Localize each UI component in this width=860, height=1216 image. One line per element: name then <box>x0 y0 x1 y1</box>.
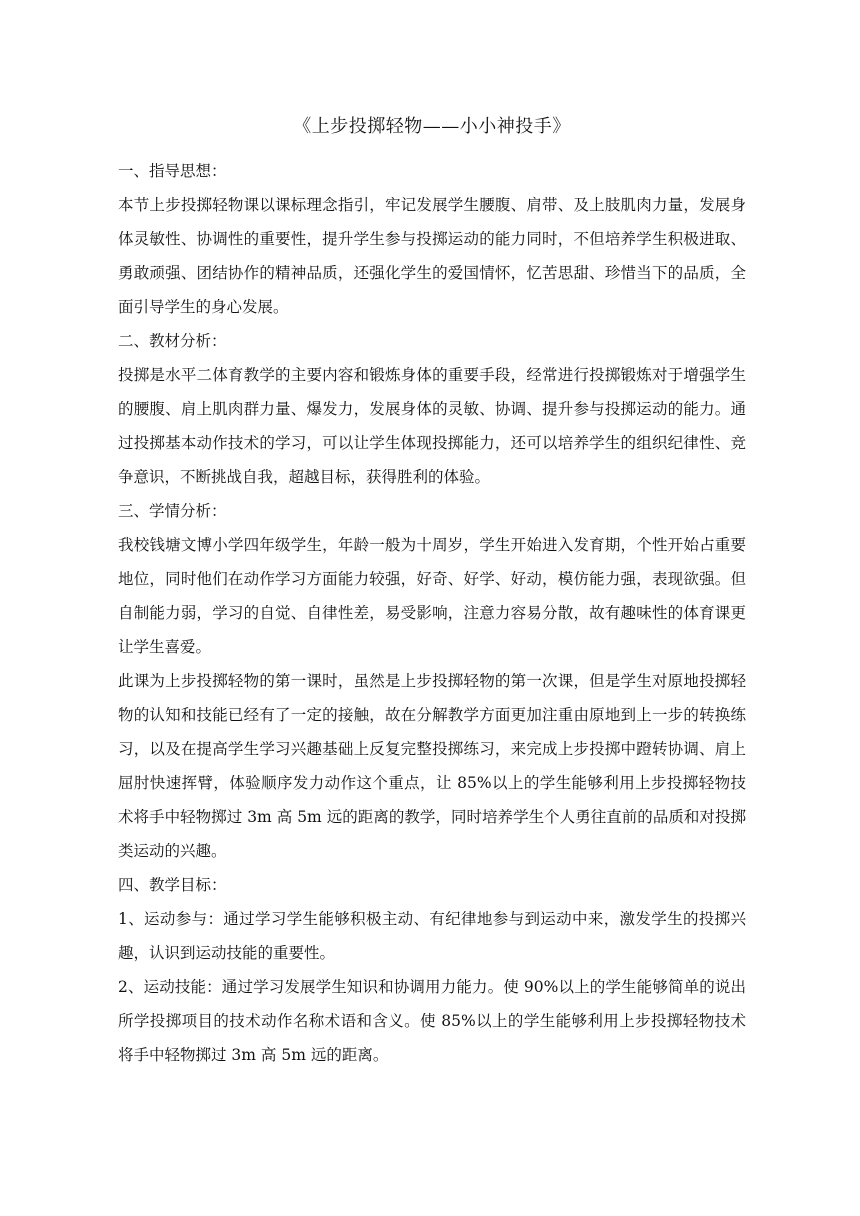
section-heading: 三、学情分析： <box>118 502 227 520</box>
section-student-analysis <box>118 494 746 868</box>
paragraph: 本节上步投掷轻物课以课标理念指引，牢记发展学生腰腹、肩带、及上肢肌肉力量，发展身体灵敏性、协调性的重要性，提升学生参与投掷运动的能力同时，不但培养学生积极进取、勇敢顽强、团结协作的精神品质，还强化学生的爱国情怀，忆苦思甜、珍惜当下的品质，全面引导学生的身心发展。 <box>118 196 746 316</box>
paragraph: 投掷是水平二体育教学的主要内容和锻炼身体的重要手段，经常进行投掷锻炼对于增强学生的腰腹、肩上肌肉群力量、爆发力，发展身体的灵敏、协调、提升参与投掷运动的能力。通过投掷基本动作技术的学习，可以让学生体现投掷能力，还可以培养学生的组织纪律性、竞争意识，不断挑战自我，超越目标，获得胜利的体验。 <box>118 366 746 486</box>
paragraph: 我校钱塘文博小学四年级学生，年龄一般为十周岁，学生开始进入发育期，个性开始占重要地位，同时他们在动作学习方面能力较强，好奇、好学、好动，模仿能力强，表现欲强。但自制能力弱，学习的自觉、自律性差，易受影响，注意力容易分散，故有趣味性的体育课更让学生喜爱。 <box>118 536 746 656</box>
document-title: 《上步投掷轻物——小小神投手》 <box>293 116 571 137</box>
section-teaching-objectives <box>118 868 746 1072</box>
paragraph: 1、运动参与：通过学习学生能够积极主动、有纪律地参与到运动中来，激发学生的投掷兴趣，认识到运动技能的重要性。 <box>118 910 746 962</box>
section-heading: 二、教材分析： <box>118 332 227 350</box>
paragraph: 此课为上步投掷轻物的第一课时，虽然是上步投掷轻物的第一次课，但是学生对原地投掷轻物的认知和技能已经有了一定的接触，故在分解教学方面更加注重由原地到上一步的转换练习，以及在提高学生学习兴趣基础上反复完整投掷练习，来完成上步投掷中蹬转协调、肩上屈肘快速挥臂，体验顺序发力动作这个重点，让 85%以上的学生能够利用上步投掷轻物技术将手中轻物掷过 3m 高 5m 远的距离的教学，同时培养学生个人勇往直前的品质和对投掷类运动的兴趣。 <box>118 672 746 860</box>
section-heading: 一、指导思想： <box>118 162 227 180</box>
section-textbook-analysis <box>118 324 746 494</box>
section-heading: 四、教学目标： <box>118 876 227 894</box>
paragraph: 2、运动技能：通过学习发展学生知识和协调用力能力。使 90%以上的学生能够简单的说出所学投掷项目的技术动作名称术语和含义。使 85%以上的学生能够利用上步投掷轻物技术将手中轻物掷过 3m 高 5m 远的距离。 <box>118 978 746 1064</box>
section-guiding-ideology <box>118 154 746 324</box>
